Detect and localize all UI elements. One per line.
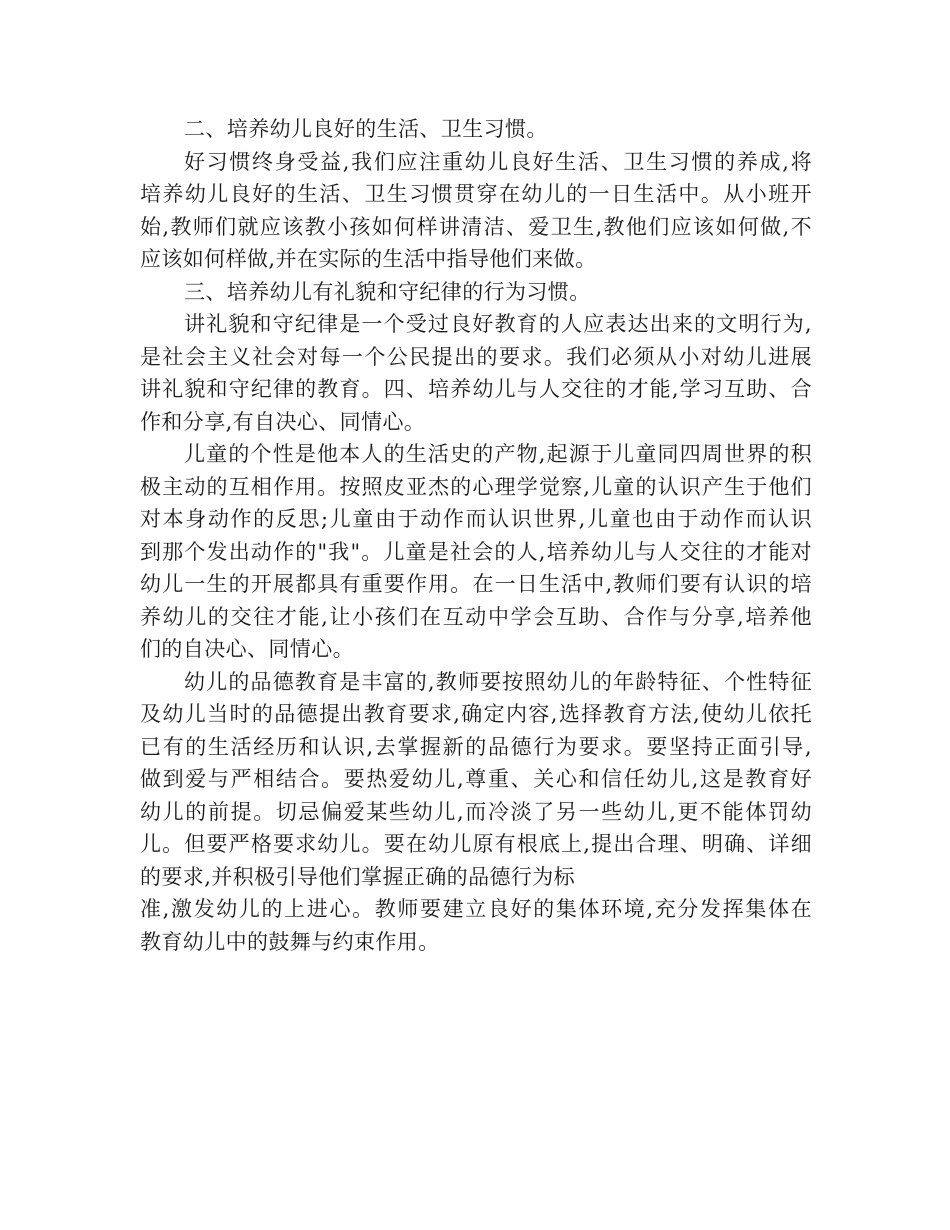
text-line: 已有的生活经历和认识,去掌握新的品德行为要求。要坚持正面引导,: [140, 734, 812, 759]
heading-three: 三、培养幼儿有礼貌和守纪律的行为习惯。: [184, 279, 591, 304]
document-page: [140, 113, 812, 958]
text-line: 讲礼貌和守纪律的教育。四、培养幼儿与人交往的才能,学习互助、合: [140, 377, 812, 401]
text-line: 儿童的个性是他本人的生活史的产物,起源于儿童同四周世界的积: [184, 442, 812, 466]
text-line: 准,激发幼儿的上进心。教师要建立良好的集体环境,充分发挥集体在: [140, 897, 812, 921]
text-line: 幼儿的品德教育是丰富的,教师要按照幼儿的年龄特征、个性特征: [184, 669, 812, 694]
text-line: 好习惯终身受益,我们应注重幼儿良好生活、卫生习惯的养成,将: [184, 149, 812, 174]
text-line: 作和分享,有自决心、同情心。: [140, 409, 426, 434]
text-line: 的要求,并积极引导他们掌握正确的品德行为标: [140, 864, 576, 889]
text-line: 对本身动作的反思;儿童由于动作而认识世界,儿童也由于动作而认识: [140, 507, 812, 531]
text-line: 幼儿一生的开展都具有重要作用。在一日生活中,教师们要有认识的培: [140, 572, 812, 596]
text-line: 培养幼儿良好的生活、卫生习惯贯穿在幼儿的一日生活中。从小班开: [140, 182, 812, 206]
text-line: 们的自决心、同情心。: [140, 637, 354, 661]
text-line: 讲礼貌和守纪律是一个受过良好教育的人应表达出来的文明行为,: [184, 312, 812, 336]
text-line: 及幼儿当时的品德提出教育要求,确定内容,选择教育方法,使幼儿依托: [140, 702, 812, 726]
text-line: 是社会主义社会对每一个公民提出的要求。我们必须从小对幼儿进展: [140, 344, 812, 369]
text-line: 幼儿的前提。切忌偏爱某些幼儿,而冷淡了另一些幼儿,更不能体罚幼: [140, 799, 812, 824]
text-line: 始,教师们就应该教小孩如何样讲清洁、爱卫生,教他们应该如何做,不: [140, 214, 812, 239]
text-line: 教育幼儿中的鼓舞与约束作用。: [140, 929, 440, 954]
heading-two: 二、培养幼儿良好的生活、卫生习惯。: [184, 117, 548, 141]
text-line: 儿。但要严格要求幼儿。要在幼儿原有根底上,提出合理、明确、详细: [140, 832, 812, 856]
text-line: 做到爱与严相结合。要热爱幼儿,尊重、关心和信任幼儿,这是教育好: [140, 767, 812, 791]
text-line: 到那个发出动作的"我"。儿童是社会的人,培养幼儿与人交往的才能对: [140, 539, 812, 564]
text-line: 养幼儿的交往才能,让小孩们在互动中学会互助、合作与分享,培养他: [140, 604, 812, 629]
text-line: 应该如何样做,并在实际的生活中指导他们来做。: [140, 247, 597, 271]
text-line: 极主动的互相作用。按照皮亚杰的心理学觉察,儿童的认识产生于他们: [140, 474, 812, 499]
